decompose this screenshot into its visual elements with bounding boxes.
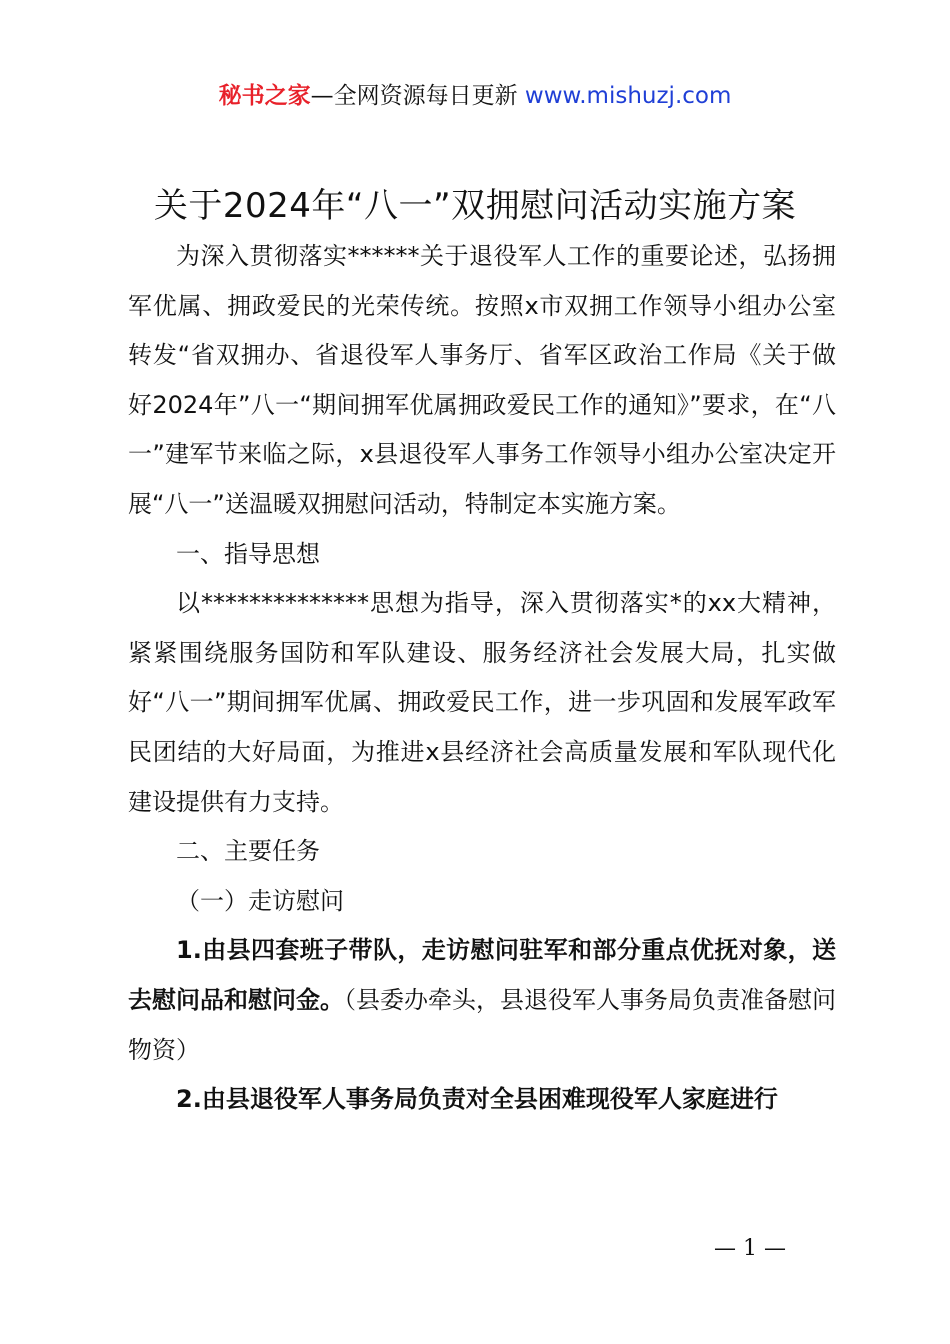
task-item-1-text: 1.由县四套班子带队，走访慰问驻军和部分重点优抚对象，送去慰问品和慰问金。 bbox=[128, 936, 836, 1014]
task-item-1-note: （县委办牵头，县退役军人事务局负责准备慰问物资） bbox=[128, 985, 836, 1064]
site-header bbox=[0, 80, 950, 112]
section-heading-guiding-ideology: 一、指导思想 bbox=[176, 539, 320, 568]
section-heading-main-tasks: 二、主要任务 bbox=[176, 837, 320, 866]
page-number: — 1 — bbox=[714, 1236, 786, 1261]
document-title: 关于2024年“八一”双拥慰问活动实施方案 bbox=[153, 186, 797, 226]
header-slogan: —全网资源每日更新 bbox=[310, 83, 525, 109]
document-body bbox=[128, 232, 836, 1125]
intro-paragraph: 为深入贯彻落实******关于退役军人工作的重要论述，弘扬拥军优属、拥政爱民的光荣传统。按照x市双拥工作领导小组办公室转发“省双拥办、省退役军人事务厅、省军区政治工作局《关于做好2024年”八一“期间拥军优属拥政爱民工作的通知》”要求，在“八一”建军节来临之际，x县退役军人事务工作领导小组办公室决定开展“八一”送温暖双拥慰问活动，特制定本实施方案。 bbox=[128, 242, 836, 518]
task-item-2: 2.由县退役军人事务局负责对全县困难现役军人家庭进行 bbox=[176, 1085, 778, 1114]
task-item-1 bbox=[128, 926, 836, 1075]
brand-name: 秘书之家 bbox=[218, 83, 311, 109]
guiding-ideology-paragraph: 以**************思想为指导，深入贯彻落实*的xx大精神，紧紧围绕服务国防和军队建设、服务经济社会发展大局，扎实做好“八一”期间拥军优属、拥政爱民工作，进一步巩固和发展军政军民团结的大好局面，为推进x县经济社会高质量发展和军队现代化建设提供有力支持。 bbox=[128, 589, 836, 816]
site-url-link[interactable]: www.mishuzj.com bbox=[524, 83, 732, 109]
subsection-heading-visits: （一）走访慰问 bbox=[176, 886, 344, 915]
